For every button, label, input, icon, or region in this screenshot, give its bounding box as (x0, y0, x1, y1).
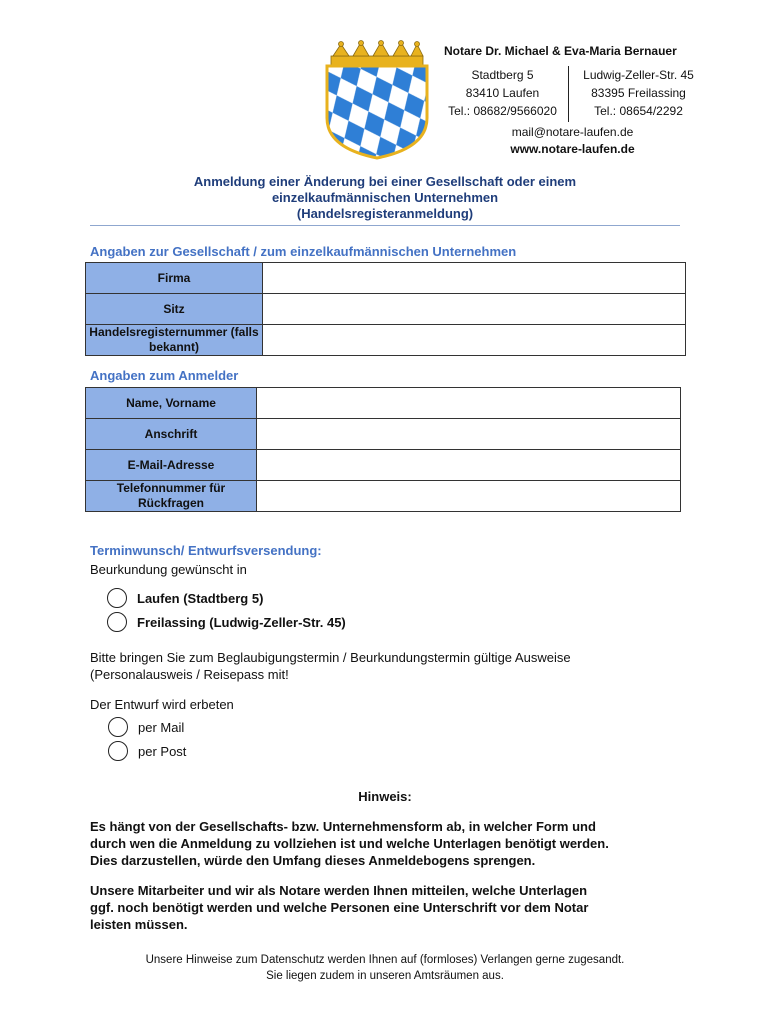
address-divider (568, 66, 569, 122)
applicant-phone-field[interactable] (257, 481, 681, 512)
office-name: Notare Dr. Michael & Eva-Maria Bernauer (444, 44, 677, 58)
email-link[interactable]: mail@notare-laufen.de (511, 125, 634, 139)
company-seat-field[interactable] (263, 294, 686, 325)
applicant-phone-label: Telefonnummer für Rückfragen (86, 481, 257, 512)
option-per-post-label: per Post (138, 743, 187, 759)
bavarian-crest-icon (323, 40, 431, 160)
bavarian-crest-logo (323, 40, 431, 160)
radio-freilassing[interactable] (107, 612, 127, 632)
register-number-label: Handelsregisternummer (falls bekannt) (86, 325, 263, 356)
contact-info (470, 124, 675, 158)
address-freilassing (576, 66, 701, 120)
draft-intro: Der Entwurf wird erbeten (90, 697, 234, 712)
laufen-street: Stadtberg 5 (471, 68, 534, 82)
applicant-name-field[interactable] (257, 388, 681, 419)
notice-p1-line-3: Dies darzustellen, würde den Umfang dieses Anmeldebogens sprengen. (90, 853, 536, 868)
option-per-mail[interactable] (108, 717, 184, 737)
title-line-2: einzelkaufmännischen Unternehmen (271, 190, 499, 205)
notice-paragraph-2 (90, 882, 690, 933)
company-name-field[interactable] (263, 263, 686, 294)
footer-line-1: Unsere Hinweise zum Datenschutz werden Ihnen auf (formloses) Verlangen gerne zugesandt. (145, 954, 625, 966)
laufen-phone: Tel.: 08682/9566020 (448, 104, 557, 118)
notice-p2-line-3: leisten müssen. (90, 917, 188, 932)
address-laufen (440, 66, 565, 120)
radio-per-post[interactable] (108, 741, 128, 761)
option-per-post[interactable] (108, 741, 186, 761)
applicant-email-field[interactable] (257, 450, 681, 481)
applicant-section-heading: Angaben zum Anmelder (90, 368, 239, 383)
id-note-line-1: Bitte bringen Sie zum Beglaubigungstermin / Beurkundungstermin gültige Ausweise (90, 650, 571, 665)
company-table (85, 262, 686, 356)
document-title (90, 174, 680, 222)
option-laufen[interactable] (107, 588, 263, 608)
freilassing-city: 83395 Freilassing (591, 86, 686, 100)
radio-laufen[interactable] (107, 588, 127, 608)
applicant-address-label: Anschrift (86, 419, 257, 450)
freilassing-phone: Tel.: 08654/2292 (594, 104, 683, 118)
laufen-city: 83410 Laufen (465, 86, 540, 100)
option-per-mail-label: per Mail (138, 719, 185, 735)
footer-line-2: Sie liegen zudem in unseren Amtsräumen aus. (266, 970, 504, 982)
option-freilassing[interactable] (107, 612, 346, 632)
website-link[interactable]: www.notare-laufen.de (510, 142, 635, 156)
notice-p2-line-2: ggf. noch benötigt werden und welche Personen eine Unterschrift vor dem Notar (90, 900, 589, 915)
applicant-email-label: E-Mail-Adresse (86, 450, 257, 481)
notice-p1-line-1: Es hängt von der Gesellschafts- bzw. Unternehmensform ab, in welcher Form und (90, 819, 596, 834)
appointment-heading: Terminwunsch/ Entwurfsversendung: (90, 543, 322, 558)
privacy-footer (90, 952, 680, 984)
freilassing-street: Ludwig-Zeller-Str. 45 (583, 68, 694, 82)
option-laufen-label: Laufen (Stadtberg 5) (137, 590, 264, 606)
applicant-address-field[interactable] (257, 419, 681, 450)
id-note-line-2: (Personalausweis / Reisepass mit! (90, 667, 289, 682)
applicant-table (85, 387, 681, 512)
title-line-3: (Handelsregisteranmeldung) (296, 206, 474, 221)
title-line-1: Anmeldung einer Änderung bei einer Gesellschaft oder einem (193, 174, 577, 189)
appointment-intro: Beurkundung gewünscht in (90, 562, 247, 577)
notice-p2-line-1: Unsere Mitarbeiter und wir als Notare werden Ihnen mitteilen, welche Unterlagen (90, 883, 588, 898)
register-number-field[interactable] (263, 325, 686, 356)
option-freilassing-label: Freilassing (Ludwig-Zeller-Str. 45) (137, 614, 346, 630)
notice-paragraph-1 (90, 818, 690, 869)
radio-per-mail[interactable] (108, 717, 128, 737)
notice-p1-line-2: durch wen die Anmeldung zu vollziehen ist und welche Unterlagen benötigt werden. (90, 836, 609, 851)
company-name-label: Firma (86, 263, 263, 294)
id-note (90, 649, 690, 683)
title-divider (90, 225, 680, 226)
company-seat-label: Sitz (86, 294, 263, 325)
notice-heading: Hinweis: (358, 789, 412, 804)
company-section-heading: Angaben zur Gesellschaft / zum einzelkaufmännischen Unternehmen (90, 244, 517, 259)
applicant-name-label: Name, Vorname (86, 388, 257, 419)
